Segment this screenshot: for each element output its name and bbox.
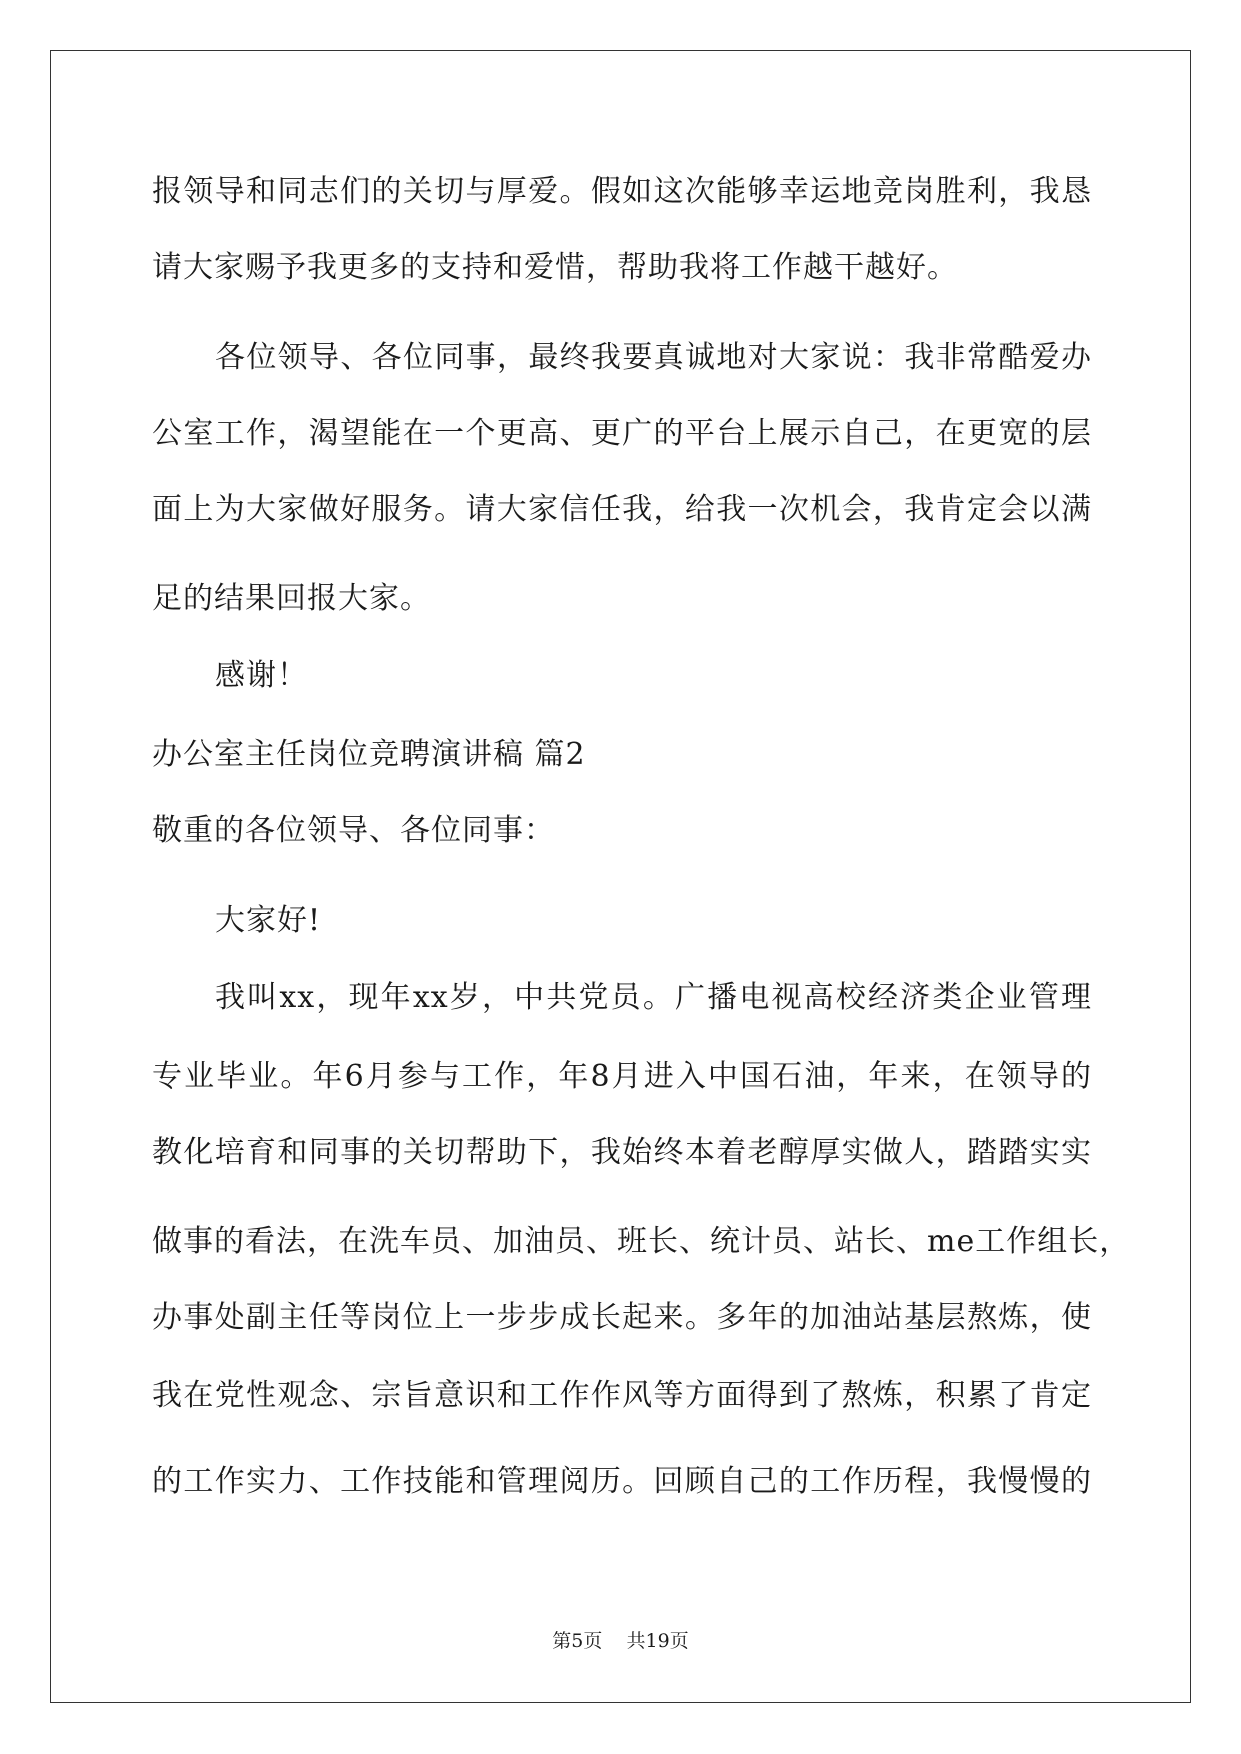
body-line: 的工作实力、工作技能和管理阅历。回顾自己的工作历程，我慢慢的: [152, 1464, 1092, 1499]
body-line: 公室工作，渴望能在一个更高、更广的平台上展示自己，在更宽的层: [152, 416, 1092, 451]
page-border: [50, 50, 1191, 1703]
section-title: 办公室主任岗位竞聘演讲稿 篇2: [152, 737, 586, 772]
page-number: 第5页: [552, 1630, 603, 1652]
body-line: 做事的看法，在洗车员、加油员、班长、统计员、站长、me工作组长，: [152, 1224, 1131, 1259]
page-footer: [0, 1629, 1241, 1653]
greeting: 大家好!: [215, 903, 322, 938]
body-line: 办事处副主任等岗位上一步步成长起来。多年的加油站基层熬炼，使: [152, 1300, 1092, 1335]
body-line: 面上为大家做好服务。请大家信任我，给我一次机会，我肯定会以满: [152, 492, 1092, 527]
closing-line: 感谢！: [215, 658, 308, 693]
body-line: 足的结果回报大家。: [152, 581, 431, 616]
salutation: 敬重的各位领导、各位同事：: [152, 813, 555, 848]
body-line: 报领导和同志们的关切与厚爱。假如这次能够幸运地竞岗胜利，我恳: [152, 174, 1092, 209]
body-line: 我在党性观念、宗旨意识和工作作风等方面得到了熬炼，积累了肯定: [152, 1378, 1092, 1413]
body-line: 教化培育和同事的关切帮助下，我始终本着老醇厚实做人，踏踏实实: [152, 1135, 1092, 1170]
body-line: 我叫xx，现年xx岁，中共党员。广播电视高校经济类企业管理: [215, 980, 1092, 1015]
body-line: 专业毕业。年6月参与工作，年8月进入中国石油，年来，在领导的: [152, 1059, 1092, 1094]
body-line: 请大家赐予我更多的支持和爱惜，帮助我将工作越干越好。: [152, 250, 958, 285]
page-total: 共19页: [626, 1630, 689, 1652]
body-line: 各位领导、各位同事，最终我要真诚地对大家说：我非常酷爱办: [215, 340, 1092, 375]
